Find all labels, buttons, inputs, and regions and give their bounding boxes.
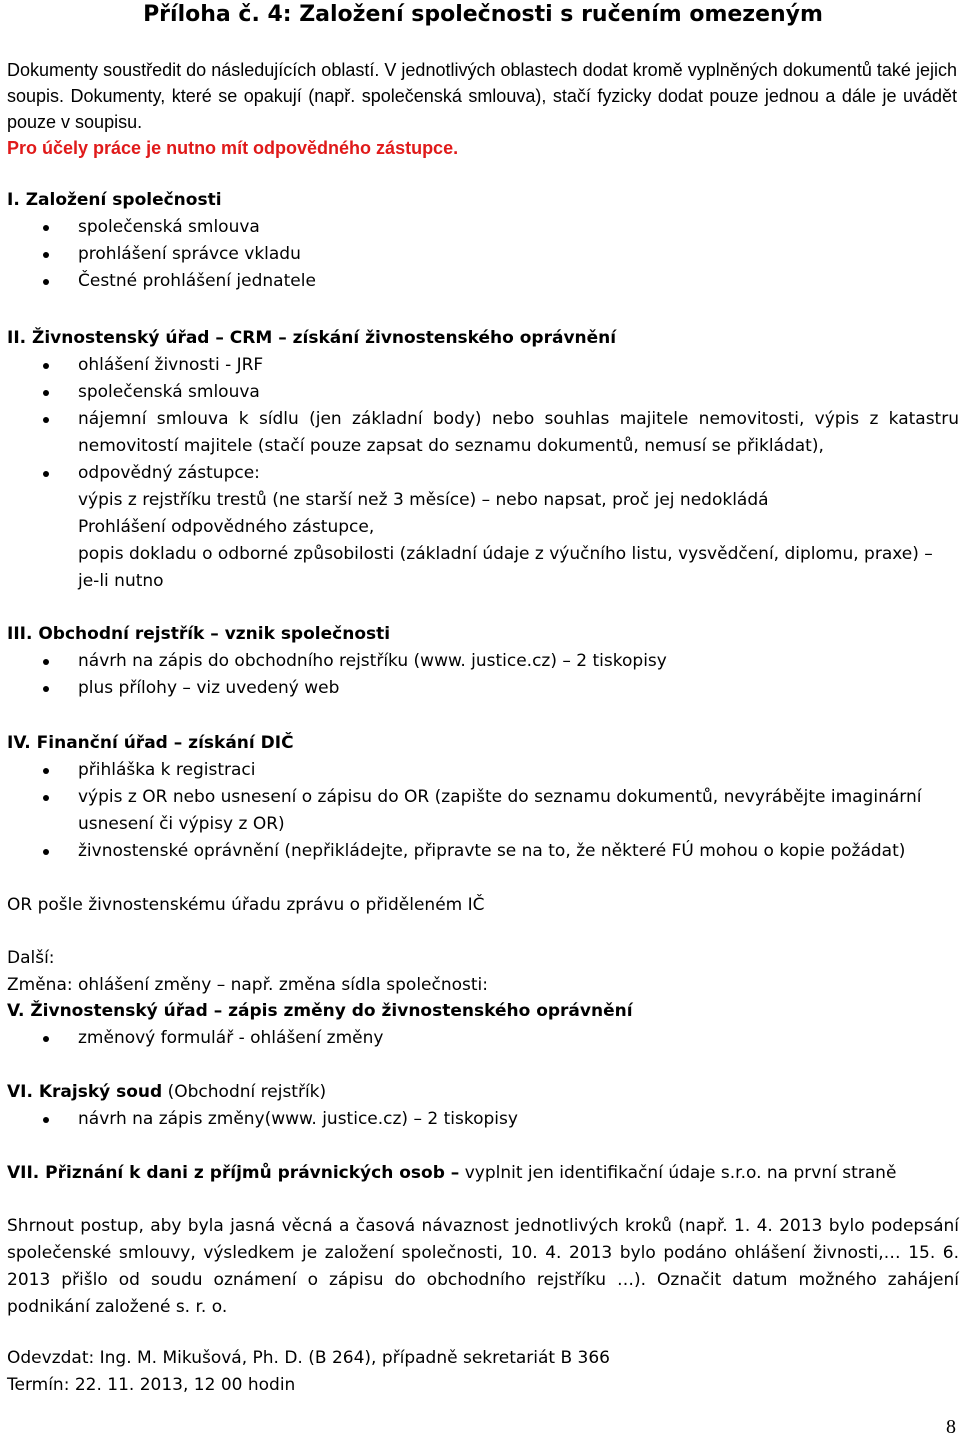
section-1-list — [7, 214, 959, 295]
list-item — [7, 268, 959, 295]
sub-item-text: výpis z rejstříku trestů (ne starší než 3 měsíce) – nebo napsat, proč jej nedokládá — [78, 490, 769, 510]
list-item — [7, 1106, 959, 1133]
bullet-icon — [43, 252, 49, 258]
list-item — [7, 784, 959, 838]
sub-item-text: popis dokladu o odborné způsobilosti (základní údaje z výučního listu, vysvědčení, diplomu, praxe) – je-li nutno — [78, 544, 933, 591]
warning-text: Pro účely práce je nutno mít odpovědného zástupce. — [7, 138, 459, 158]
bullet-icon — [43, 768, 49, 774]
section-3 — [7, 621, 959, 702]
section-7-heading-normal: vyplnit jen identifikační údaje s.r.o. na první straně — [459, 1163, 897, 1183]
list-item-text: živnostenské oprávnění (nepřikládejte, připravte se na to, že některé FÚ mohou o kopie požádat) — [78, 841, 906, 861]
bullet-icon — [43, 279, 49, 285]
list-item-text: přihláška k registraci — [78, 760, 256, 780]
bullet-icon — [43, 686, 49, 692]
section-1 — [7, 187, 959, 295]
bullet-icon — [43, 363, 49, 369]
section-7 — [7, 1160, 959, 1187]
section-3-list — [7, 648, 959, 702]
list-item — [7, 757, 959, 784]
list-item-text: změnový formulář - ohlášení změny — [78, 1028, 384, 1048]
list-item-text: prohlášení správce vkladu — [78, 244, 301, 264]
list-item — [7, 214, 959, 241]
section-4 — [7, 730, 959, 865]
submit-text: Odevzdat: Ing. M. Mikušová, Ph. D. (B 264), případně sekretariát B 366 — [7, 1348, 611, 1368]
section-5-list — [7, 1025, 959, 1052]
list-item-text: nájemní smlouva k sídlu (jen základní body) nebo souhlas majitele nemovitosti, výpis z katastru nemovitostí majitele (stačí pouze zapsat do seznamu dokumentů, nemusí se přikládat), — [78, 409, 959, 456]
summary-paragraph: Shrnout postup, aby byla jasná věcná a časová návaznost jednotlivých kroků (např. 1. 4. 2013 bylo podepsání společenské smlouvy, výsledkem je založení společnosti, 10. 4. 2013 bylo podáno ohlášení živnosti,… 15. 6. 2013 přišlo od soudu oznámení o zápisu do obchodního rejstříku …). Označit datum možného zahájení podnikání založené s. r. o. — [7, 1216, 959, 1317]
list-item — [7, 648, 959, 675]
bullet-icon — [43, 225, 49, 231]
list-item-text: ohlášení živnosti - JRF — [78, 355, 264, 375]
bullet-icon — [43, 849, 49, 855]
page-title: Příloha č. 4: Založení společnosti s ručením omezeným — [143, 2, 823, 27]
list-item — [7, 379, 959, 406]
list-item — [7, 352, 959, 379]
list-item-text: společenská smlouva — [78, 217, 260, 237]
list-item-text: návrh na zápis do obchodního rejstříku (www. justice.cz) – 2 tiskopisy — [78, 651, 667, 671]
submission-info — [7, 1345, 959, 1399]
section-1-heading: I. Založení společnosti — [7, 190, 222, 210]
sub-item-text: Prohlášení odpovědného zástupce, — [78, 517, 375, 537]
list-item-text: návrh na zápis změny(www. justice.cz) – 2 tiskopisy — [78, 1109, 518, 1129]
bullet-icon — [43, 795, 49, 801]
intro-text: Dokumenty soustředit do následujících oblastí. V jednotlivých oblastech dodat kromě vyplněných dokumentů také jejich soupis. Dokumenty, které se opakují (např. společenská smlouva), stačí fyzicky dodat pouze jednou a dále je uvádět pouze v soupisu. — [7, 60, 957, 132]
section-6-heading-normal: (Obchodní rejstřík) — [162, 1082, 327, 1102]
section-7-heading — [7, 1160, 959, 1187]
other-label: Další: — [7, 948, 55, 968]
bullet-icon — [43, 471, 49, 477]
list-item-text: Čestné prohlášení jednatele — [78, 271, 316, 291]
section-5-heading: V. Živnostenský úřad – zápis změny do živnostenského oprávnění — [7, 1001, 633, 1021]
list-item — [7, 460, 959, 595]
deadline-text: Termín: 22. 11. 2013, 12 00 hodin — [7, 1375, 296, 1395]
list-item-text: plus přílohy – viz uvedený web — [78, 678, 340, 698]
or-note: OR pošle živnostenskému úřadu zprávu o přiděleném IČ — [7, 895, 485, 915]
list-item — [7, 406, 959, 460]
bullet-icon — [43, 390, 49, 396]
section-4-list — [7, 757, 959, 865]
page-number: 8 — [946, 1416, 956, 1438]
section-2-heading: II. Živnostenský úřad – CRM – získání živnostenského oprávnění — [7, 328, 617, 348]
bullet-icon — [43, 659, 49, 665]
intro-paragraph — [7, 57, 957, 161]
list-item-text: výpis z OR nebo usnesení o zápisu do OR (zapište do seznamu dokumentů, nevyrábějte imaginární usnesení či výpisy z OR) — [78, 787, 922, 834]
bullet-icon — [43, 1117, 49, 1123]
bullet-icon — [43, 1036, 49, 1042]
list-item — [7, 838, 959, 865]
section-3-heading: III. Obchodní rejstřík – vznik společnosti — [7, 624, 391, 644]
section-7-heading-bold: VII. Přiznání k dani z příjmů právnických osob – — [7, 1163, 460, 1183]
change-text: Změna: ohlášení změny – např. změna sídla společnosti: — [7, 975, 489, 995]
section-2-list — [7, 352, 959, 595]
section-6-heading — [7, 1079, 959, 1106]
section-4-heading: IV. Finanční úřad – získání DIČ — [7, 733, 294, 753]
list-item-text: odpovědný zástupce: — [78, 463, 260, 483]
list-item — [7, 675, 959, 702]
section-5 — [7, 998, 959, 1052]
section-6-heading-bold: VI. Krajský soud — [7, 1082, 163, 1102]
list-item — [7, 1025, 959, 1052]
section-2 — [7, 325, 959, 595]
bullet-icon — [43, 417, 49, 423]
section-6-list — [7, 1106, 959, 1133]
list-item-text: společenská smlouva — [78, 382, 260, 402]
list-item — [7, 241, 959, 268]
other-section — [7, 945, 959, 999]
section-6 — [7, 1079, 959, 1133]
